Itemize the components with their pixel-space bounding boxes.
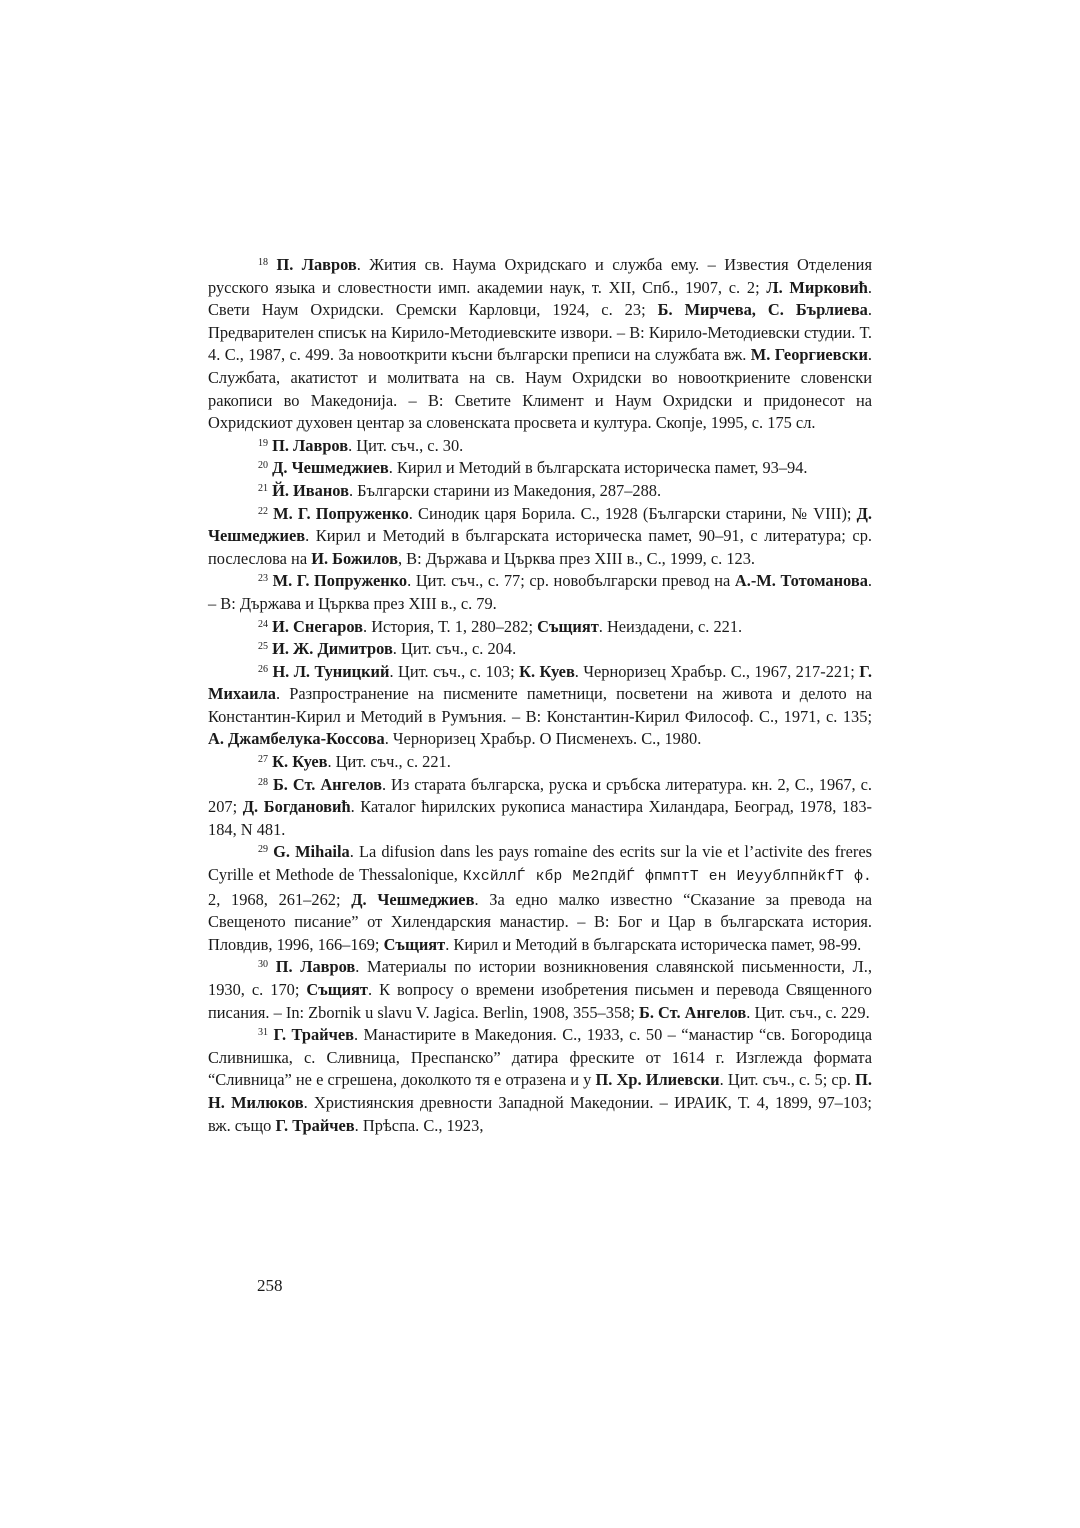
citation-text: . История, Т. 1, 280–282; (363, 616, 538, 636)
footnote-25 (208, 638, 872, 661)
citation-text: . Цит. съч., с. 221. (327, 752, 451, 772)
author-name: Д. Чешмеджиев (272, 458, 389, 478)
citation-text: . Цит. съч., с. 103; (389, 661, 520, 681)
citation-text: . Черноризец Храбър. С., 1967, 217-221; (574, 661, 860, 681)
footnote-26 (208, 661, 872, 751)
author-name: П. Лавров (275, 957, 356, 977)
author-name: М. Георгиевски (750, 345, 868, 365)
author-name: Същият (537, 616, 599, 636)
citation-text: . La difusion dans les pays romaine des ecrits sur la vie et l’activite des freres Cyrille et Methode de Thessalonique, (208, 842, 872, 885)
footnote-number: 28 (258, 776, 268, 788)
citation-text: . Синодик царя Борила. С., 1928 (Български старини, № VIII); (408, 503, 857, 523)
footnote-22 (208, 503, 872, 571)
author-name: П. Лавров (276, 255, 357, 274)
footnote-number: 19 (258, 437, 268, 449)
author-name: К. Куев (272, 752, 328, 772)
citation-text: . Прѣспа. С., 1923, (354, 1115, 484, 1135)
page-number: 258 (257, 1276, 283, 1295)
footnote-30 (208, 956, 872, 1024)
author-name: И. Ж. Димитров (272, 639, 393, 659)
citation-text: . Кирил и Методий в българската историческа памет, 93–94. (388, 458, 808, 478)
footnotes-section (208, 254, 872, 1137)
author-name: И. Божилов (311, 548, 398, 568)
greek-font-text: КхсйллЃ кбр Ме2пдйЃ фпмптТ ен ИеуублпнйкfТ ф. (462, 869, 872, 886)
footnote-19 (208, 435, 872, 458)
author-name: А.-М. Тотоманова (734, 571, 868, 591)
footnote-number: 24 (258, 618, 268, 630)
author-name: К. Куев (519, 661, 575, 681)
citation-text: . Цит. съч., с. 77; ср. новобългарски превод на (407, 571, 735, 591)
author-name: Г. Трайчев (273, 1025, 354, 1045)
footnote-29 (208, 841, 872, 956)
footnote-number: 25 (258, 641, 268, 653)
footnote-number: 26 (258, 663, 268, 675)
author-name: Й. Иванов (272, 480, 349, 500)
citation-text: . Жития св. Наума Охридскаго и служба ему. – Известия Отделения русского языка и словестности имп. академии наук, т. XII, Спб., 1907, с. 2; (208, 255, 872, 297)
citation-text: . Цит. съч., с. 204. (392, 639, 517, 659)
author-name: Л. Мирковић (766, 277, 868, 297)
citation-text: . Из старата българска, руска и сръбска литература. кн. 2, С., 1967, с. 207; (208, 774, 872, 817)
author-name: Н. Л. Туницкий (272, 661, 390, 681)
author-name: М. Г. Попруженко (273, 503, 409, 523)
citation-text: . Неиздадени, с. 221. (598, 616, 743, 636)
footnote-18 (208, 254, 872, 435)
citation-text: . Кирил и Методий в българската историческа памет, 90–91, с литература; ср. послеслова на (208, 526, 872, 568)
footnote-number: 27 (258, 754, 268, 766)
citation-text: . Български старини из Македония, 287–288. (348, 480, 662, 500)
author-name: Б. Мирчева, С. Бърлиева (657, 300, 868, 320)
citation-text: . Християнския древности Западной Македонии. – ИРАИК, Т. 4, 1899, 97–103; вж. също (208, 1092, 872, 1135)
footnote-number: 20 (258, 460, 268, 472)
footnote-number: 30 (258, 959, 268, 971)
author-name: П. Хр. Илиевски (595, 1070, 720, 1090)
footnote-20 (208, 457, 872, 480)
citation-text: . Предварителен списък на Кирило-Методиевските извори. – В: Кирило-Методиевски студии. Т. 4. С., 1987, с. 499. За новооткрити късни български преписи на службата вж. (208, 300, 872, 365)
citation-text: . Свети Наум Охридски. Сремски Карловци, 1924, с. 23; (208, 277, 872, 320)
author-name: Д. Чешмеджиев (351, 889, 475, 909)
author-name: Д. Богдановић (242, 797, 351, 817)
footnote-23 (208, 570, 872, 615)
citation-text: . К вопросу о времени изобретения письмен и перевода Священного писания. – In: Zbornik u slavu V. Jagica. Berlin, 1908, 355–358; (208, 980, 872, 1022)
author-name: Г. Трайчев (275, 1115, 355, 1135)
citation-text: 2, 1968, 261–262; (208, 889, 352, 909)
citation-text: . Материалы по истории возникновения славянской письменности, Л., 1930, с. 170; (208, 957, 872, 999)
citation-text: . Службата, акатистот и молитвата на св. Наум Охридски во новооткриените словенски ракописи во Македонија. – В: Светите Климент и Наум Охридски и придонесот на Охридскиот духовен центар за словенската просвета и култура. Скопје, 1995, с. 175 сл. (208, 345, 872, 433)
footnote-number: 31 (258, 1027, 268, 1039)
footnote-number: 22 (258, 505, 268, 517)
footnote-28 (208, 774, 872, 842)
citation-text: , В: Държава и Църква през XIII в., С., 1999, с. 123. (397, 548, 756, 568)
footnote-27 (208, 751, 872, 774)
footnote-24 (208, 616, 872, 639)
footnote-number: 29 (258, 844, 268, 856)
author-name: П. Лавров (272, 435, 349, 455)
author-name: И. Снегаров (272, 616, 364, 636)
footnote-21 (208, 480, 872, 503)
citation-text: . Черноризец Храбър. О Писменехъ. С., 1980. (384, 729, 702, 749)
author-name: А. Джамбелука-Коссова (208, 729, 385, 749)
author-name: Г. Михаила (208, 661, 872, 704)
citation-text: . За едно малко известно “Сказание за превода на Свещеното писание” от Хилендарския манастир. – В: Бог и Цар в българската история. Пловдив, 1996, 166–169; (208, 889, 872, 954)
citation-text: . Цит. съч., с. 229. (746, 1002, 870, 1022)
author-name: Същият (306, 980, 368, 999)
footnote-number: 23 (258, 573, 268, 585)
citation-text: . Манастирите в Македония. С., 1933, с. 50 – “манастир “св. Богородица Сливнишка, с. Сливница, Преспанско” датира фреските от 1614 г. Изглежда формата “Сливница” не е сгрешена, доколкото тя е отразена и у (208, 1025, 872, 1090)
citation-text: . – В: Държава и Църква през XIII в., с. 79. (208, 571, 872, 613)
citation-text: . Цит. съч., с. 30. (348, 435, 464, 455)
footnote-number: 18 (258, 257, 268, 268)
author-name: П. Н. Милюков (208, 1070, 872, 1112)
author-name: Б. Ст. Ангелов (639, 1002, 747, 1022)
citation-text: . Каталог ћирилских рукописа манастира Хиландара, Београд, 1978, 183-184, N 481. (208, 797, 872, 839)
citation-text: . Кирил и Методий в българската историческа памет, 98-99. (445, 934, 862, 954)
author-name: G. Mihaila (273, 842, 350, 862)
author-name: Д. Чешмеджиев (208, 503, 872, 546)
footnote-31 (208, 1024, 872, 1137)
citation-text: . Цит. съч., с. 5; ср. (719, 1070, 856, 1090)
author-name: М. Г. Попруженко (272, 571, 408, 591)
author-name: Б. Ст. Ангелов (272, 774, 382, 794)
citation-text: . Разпространение на писмените паметници, посветени на живота и делото на Константин-Кирил и Методий в Румъния. – В: Константин-Кирил Философ. С., 1971, с. 135; (208, 684, 872, 726)
footnote-number: 21 (258, 482, 268, 494)
author-name: Същият (383, 934, 446, 954)
